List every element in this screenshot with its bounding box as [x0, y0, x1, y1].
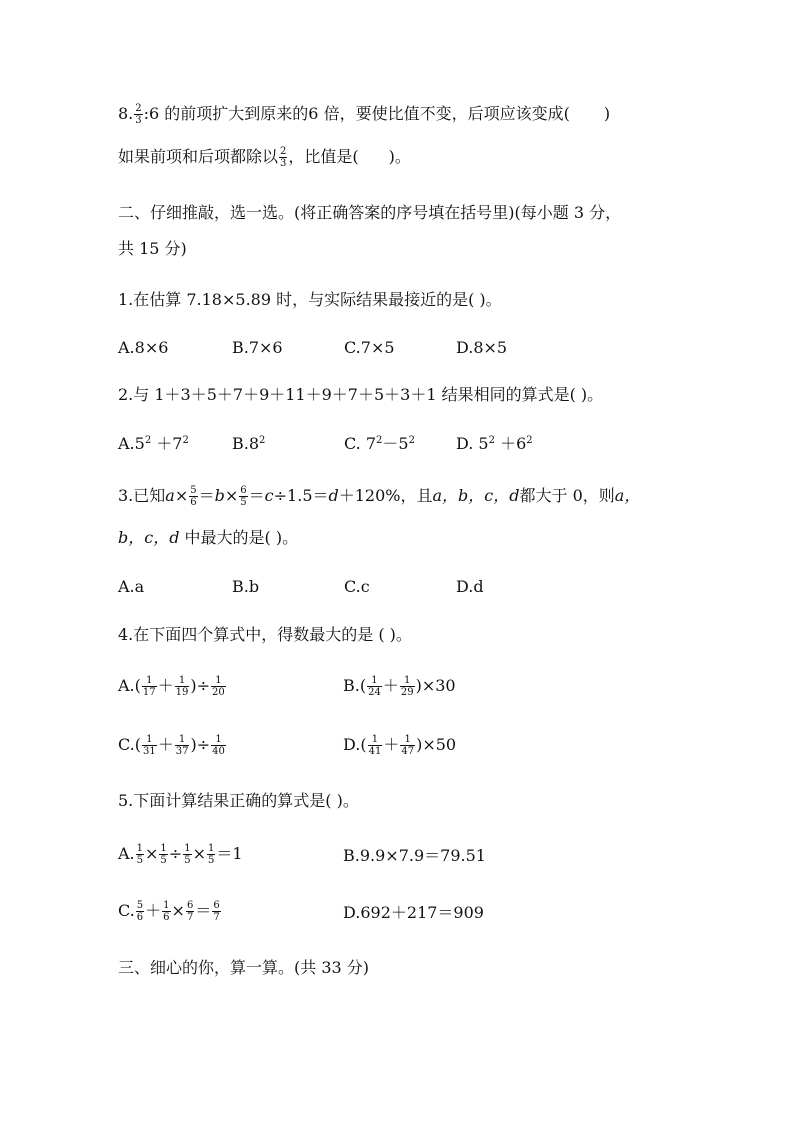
fraction-one-fifth: $\frac{1}{5}$ — [184, 843, 191, 866]
fraction: $\frac{1}{24}$ — [368, 675, 381, 698]
fraction: $\frac{1}{17}$ — [142, 675, 156, 698]
mc4-stem: 4.在下面四个算式中，得数最大的是 ( )。 — [118, 625, 412, 644]
mc3-stem-line2: b，c，d 中最大的是( )。 — [118, 528, 299, 547]
fraction: $\frac{1}{19}$ — [175, 675, 189, 698]
mc4-option-b: B.( $\frac{1}{24}$ ＋ $\frac{1}{29}$ )×30 — [343, 675, 456, 698]
mc5-option-c: C. $\frac{5}{6}$ ＋ $\frac{1}{6}$ × $\frac{6}{7}$ ＝ $\frac{6}{7}$ — [118, 900, 220, 923]
fraction-one-fifth: $\frac{1}{5}$ — [207, 843, 215, 866]
fraction-six-sevenths: $\frac{6}{7}$ — [186, 900, 194, 923]
mc1-option-a: A.8×6 — [118, 338, 169, 357]
section2-title-cont: 共 15 分) — [118, 239, 187, 258]
fraction-five-sixths: $\frac{5}{6}$ — [136, 900, 144, 923]
fraction: $\frac{1}{20}$ — [212, 675, 225, 698]
q8-line2: 如果前项和后项都除以 $\frac{2}{3}$ ，比值是( )。 — [118, 146, 411, 169]
q8-line1: 8. $\frac{2}{3}$ :6 的前项扩大到原来的6 倍，要使比值不变，后项应该变成( ) — [118, 103, 611, 126]
fraction-one-fifth: $\frac{1}{5}$ — [160, 843, 167, 866]
mc3-option-d: D.d — [456, 577, 484, 596]
mc5-stem: 5.下面计算结果正确的算式是( )。 — [118, 791, 359, 810]
mc2-option-d: D. $5^2 +6^2$ — [456, 434, 533, 453]
fraction: $\frac{1}{41}$ — [368, 734, 382, 757]
mc1-stem: 1.在估算 7.18×5.89 时，与实际结果最接近的是( )。 — [118, 290, 502, 309]
fraction: $\frac{1}{31}$ — [143, 734, 156, 757]
fraction: $\frac{1}{37}$ — [175, 734, 189, 757]
mc4-option-a: A.( $\frac{1}{17}$ ＋ $\frac{1}{19}$ )÷ $\frac{1}{20}$ — [118, 675, 225, 698]
fraction-one-sixth: $\frac{1}{6}$ — [163, 900, 170, 923]
section3-title: 三、细心的你，算一算。(共 33 分) — [118, 958, 370, 977]
mc1-option-d: D.8×5 — [456, 338, 508, 357]
mc5-option-d: D.692＋217＝909 — [343, 903, 484, 922]
mc2-option-a: $A.5^2 +7^2$ — [118, 434, 189, 453]
mc2-stem: 2.与 1＋3＋5＋7＋9＋11＋9＋7＋5＋3＋1 结果相同的算式是( )。 — [118, 385, 604, 404]
fraction-six-fifths: $\frac{6}{5}$ — [240, 485, 247, 508]
section2-title: 二、仔细推敲，选一选。(将正确答案的序号填在括号里)(每小题 3 分， — [118, 203, 622, 222]
mc3-option-a: A.a — [118, 577, 145, 596]
fraction-two-thirds: $\frac{2}{3}$ — [135, 103, 142, 126]
mc1-option-b: B.7×6 — [232, 338, 283, 357]
fraction: $\frac{1}{29}$ — [400, 675, 414, 698]
fraction-two-thirds: $\frac{2}{3}$ — [280, 146, 287, 169]
fraction-six-sevenths: $\frac{6}{7}$ — [213, 900, 220, 923]
mc3-stem-line1: 3.已知a× $\frac{5}{6}$ ＝b× $\frac{6}{5}$ ＝c÷1.5＝d＋120%，且a，b，c，d都大于 0，则a， — [118, 485, 641, 508]
fraction-five-sixths: $\frac{5}{6}$ — [190, 485, 197, 508]
fraction: $\frac{1}{40}$ — [212, 734, 225, 757]
mc3-option-b: B.b — [232, 577, 260, 596]
mc2-option-b: $B.8^2$ — [232, 434, 266, 453]
fraction: $\frac{1}{47}$ — [401, 734, 415, 757]
mc1-option-c: C.7×5 — [344, 338, 395, 357]
mc5-option-a: A. $\frac{1}{5}$ × $\frac{1}{5}$ ÷ $\frac{1}{5}$ × $\frac{1}{5}$ ＝1 — [118, 843, 243, 866]
mc3-option-c: C.c — [344, 577, 370, 596]
mc2-option-c: C. $7^2-5^2$ — [344, 434, 415, 453]
mc4-option-d: D.( $\frac{1}{41}$ ＋ $\frac{1}{47}$ )×50 — [343, 734, 457, 757]
mc5-option-b: B.9.9×7.9＝79.51 — [343, 846, 486, 865]
fraction-one-fifth: $\frac{1}{5}$ — [136, 843, 144, 866]
mc4-option-c: C.( $\frac{1}{31}$ ＋ $\frac{1}{37}$ )÷ $\frac{1}{40}$ — [118, 734, 225, 757]
